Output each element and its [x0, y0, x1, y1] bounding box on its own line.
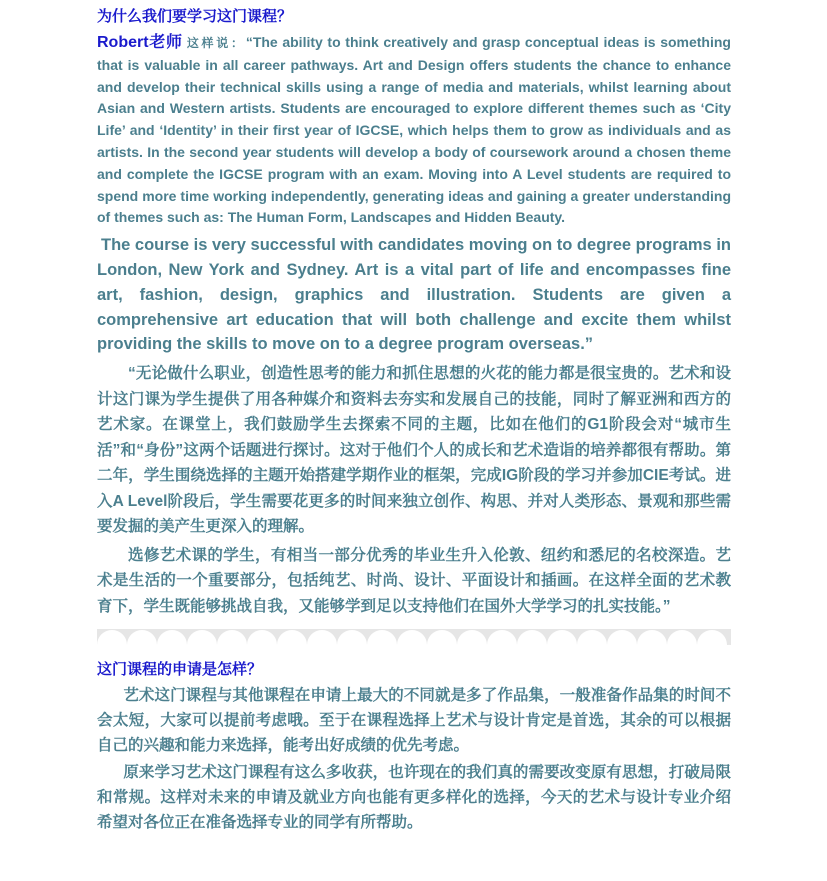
- quote-english-text: “The ability to think creatively and grasp conceptual ideas is something that is valuable in all career pathways. Art and Design offers students the chance to enhance and develop their technical skills using a range of media and materials, whilst learning about Asian and Western artists. Students are encouraged to explore different themes such as ‘City Life’ and ‘Identity’ in their first year of IGCSE, which helps them to grow as individuals and as artists. In the second year students will develop a body of coursework around a chosen theme and complete the IGCSE program with an exam. Moving into A Level students are required to spend more time working independently, generating ideas and gaining a greater understanding of themes such as: The Human Form, Landscapes and Hidden Beauty.: [97, 34, 731, 226]
- speaker-name: Robert老师: [97, 34, 183, 51]
- speaker-says: 这样说：: [186, 36, 246, 50]
- section-heading-why: 为什么我们要学习这门课程？: [97, 8, 293, 25]
- article: [97, 0, 731, 835]
- quote-english-part2: The course is very successful with candidates moving on to degree programs in London, New York and Sydney. Art is a vital part of life and encompasses fine art, fashion, design, graphics and illustration. Students are given a comprehensive art education that will both challenge and excite them whilst providing the skills to move on to a degree program overseas.”: [97, 236, 731, 354]
- application-paragraph-2: 原来学习艺术这门课程有这么多收获，也许现在的我们真的需要改变原有思想，打破局限和常规。这样对未来的申请及就业方向也能有更多样化的选择，今天的艺术与设计专业介绍希望对各位正在准备选择专业的同学有所帮助。: [97, 764, 731, 832]
- section-heading-application: 这门课程的申请是怎样？: [97, 661, 263, 679]
- quote-english-part1: [97, 32, 731, 229]
- quote-chinese-part1: “无论做什么职业，创造性思考的能力和抓住思想的火花的能力都是很宝贵的。艺术和设计这门课为学生提供了用各种媒介和资料去夯实和发展自己的技能，同时了解亚洲和西方的艺术家。在课堂上，我们鼓励学生去探索不同的主题，比如在他们的G1阶段会对“城市生活”和“身份”这两个话题进行探讨。这对于他们个人的成长和艺术造诣的培养都很有帮助。第二年，学生围绕选择的主题开始搭建学期作业的框架，完成IG阶段的学习并参加CIE考试。进入A Level阶段后，学生需要花更多的时间来独立创作、构思、并对人类形态、景观和那些需要发掘的美产生更深入的理解。: [97, 365, 731, 536]
- application-paragraph-1: 艺术这门课程与其他课程在申请上最大的不同就是多了作品集，一般准备作品集的时间不会太短，大家可以提前考虑哦。至于在课程选择上艺术与设计肯定是首选，其余的可以根据自己的兴趣和能力来选择，能考出好成绩的优先考虑。: [97, 687, 731, 755]
- quote-chinese-part2: 选修艺术课的学生，有相当一部分优秀的毕业生升入伦敦、纽约和悉尼的名校深造。艺术是生活的一个重要部分，包括纯艺、时尚、设计、平面设计和插画。在这样全面的艺术教育下，学生既能够挑战自我，又能够学到足以支持他们在国外大学学习的扎实技能。”: [97, 546, 731, 615]
- scalloped-divider: [97, 629, 731, 645]
